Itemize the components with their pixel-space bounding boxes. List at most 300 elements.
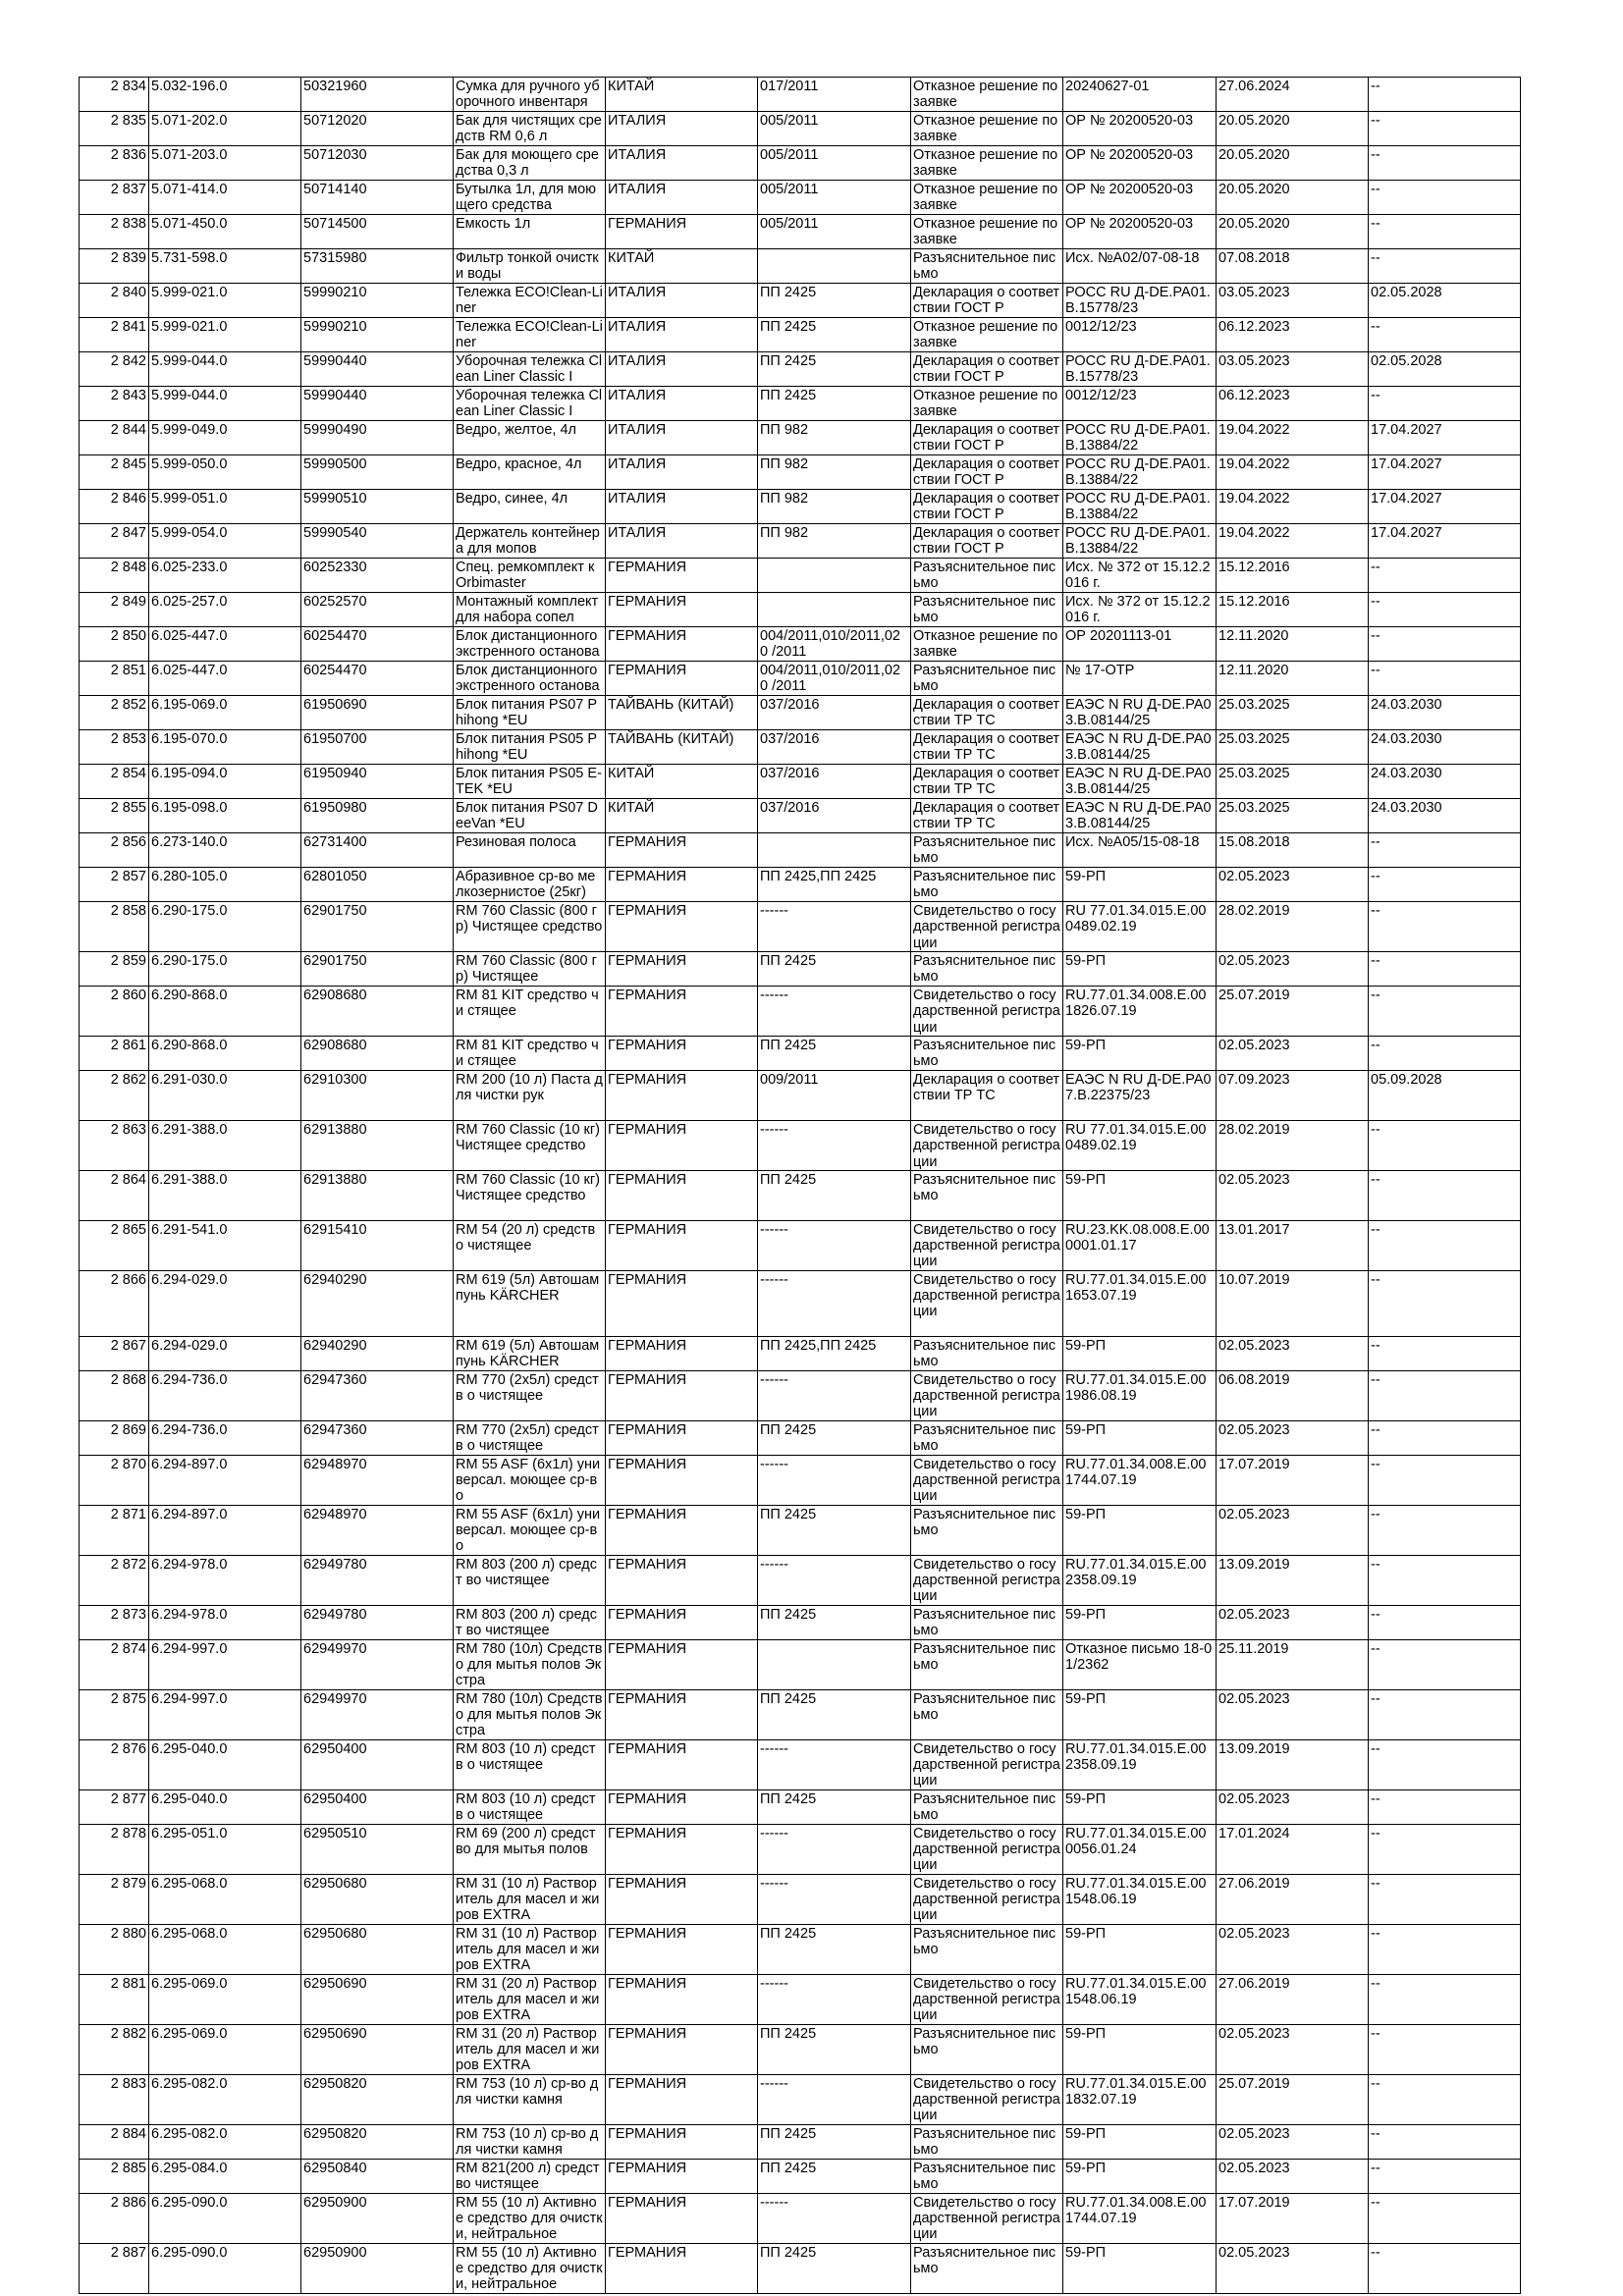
country-cell: ГЕРМАНИЯ xyxy=(606,1071,758,1121)
document-type-cell: Разъяснительное письмо xyxy=(911,249,1063,284)
regulation-cell: ------ xyxy=(758,1824,911,1874)
code-cell: 59990210 xyxy=(301,318,454,352)
issue-date-cell: 02.05.2023 xyxy=(1217,1037,1369,1071)
code-cell: 62950820 xyxy=(301,2074,454,2124)
regulation-cell: ------ xyxy=(758,2074,911,2124)
regulation-cell: 005/2011 xyxy=(758,112,911,146)
code-cell: 62908680 xyxy=(301,1037,454,1071)
code-cell: 62910300 xyxy=(301,1071,454,1121)
document-type-cell: Свидетельство о государственной регистрации xyxy=(911,1121,1063,1171)
row-number-cell: 2 834 xyxy=(80,78,149,112)
country-cell: ГЕРМАНИЯ xyxy=(606,987,758,1037)
code-cell: 62940290 xyxy=(301,1336,454,1370)
product-name-cell: RM 31 (20 л) Растворитель для масел и жиров EXTRA xyxy=(454,1974,606,2024)
document-number-cell: RU.77.01.34.015.E.001832.07.19 xyxy=(1063,2074,1217,2124)
document-type-cell: Декларация о соответствии ГОСТ Р xyxy=(911,490,1063,524)
article-cell: 6.290-175.0 xyxy=(149,952,301,987)
document-number-cell: 59-РП xyxy=(1063,1505,1217,1555)
article-cell: 6.294-997.0 xyxy=(149,1639,301,1689)
regulation-cell: ------ xyxy=(758,1874,911,1924)
valid-until-cell: -- xyxy=(1369,1739,1521,1789)
document-type-cell: Свидетельство о государственной регистрации xyxy=(911,2074,1063,2124)
valid-until-cell: 24.03.2030 xyxy=(1369,696,1521,730)
row-number-cell: 2 842 xyxy=(80,352,149,387)
country-cell: ИТАЛИЯ xyxy=(606,421,758,455)
product-name-cell: Фильтр тонкой очистки воды xyxy=(454,249,606,284)
issue-date-cell: 13.09.2019 xyxy=(1217,1739,1369,1789)
valid-until-cell: 02.05.2028 xyxy=(1369,352,1521,387)
product-name-cell: Емкость 1л xyxy=(454,215,606,249)
table-row xyxy=(80,1336,1521,1370)
table-row xyxy=(80,1220,1521,1270)
document-number-cell: RU.77.01.34.008.E.001744.07.19 xyxy=(1063,2193,1217,2243)
issue-date-cell: 02.05.2023 xyxy=(1217,1420,1369,1455)
code-cell: 62731400 xyxy=(301,833,454,868)
document-number-cell: Исх. №А05/15-08-18 xyxy=(1063,833,1217,868)
row-number-cell: 2 845 xyxy=(80,455,149,490)
valid-until-cell: -- xyxy=(1369,1924,1521,1974)
document-type-cell: Декларация о соответствии ГОСТ Р xyxy=(911,455,1063,490)
article-cell: 5.999-049.0 xyxy=(149,421,301,455)
regulation-cell: 005/2011 xyxy=(758,215,911,249)
issue-date-cell: 02.05.2023 xyxy=(1217,1924,1369,1974)
table-row xyxy=(80,2243,1521,2293)
article-cell: 6.291-030.0 xyxy=(149,1071,301,1121)
regulation-cell: ПП 2425 xyxy=(758,1605,911,1639)
article-cell: 6.294-978.0 xyxy=(149,1605,301,1639)
document-type-cell: Отказное решение по заявке xyxy=(911,78,1063,112)
regulation-cell: 005/2011 xyxy=(758,181,911,215)
document-number-cell: RU.23.KK.08.008.E.000001.01.17 xyxy=(1063,1220,1217,1270)
article-cell: 6.291-388.0 xyxy=(149,1121,301,1171)
valid-until-cell: -- xyxy=(1369,1824,1521,1874)
document-number-cell: RU.77.01.34.015.E.001986.08.19 xyxy=(1063,1370,1217,1420)
product-name-cell: Держатель контейнера для мопов xyxy=(454,524,606,559)
document-type-cell: Разъяснительное письмо xyxy=(911,559,1063,593)
article-cell: 6.294-897.0 xyxy=(149,1455,301,1505)
product-name-cell: Бак для моющего сре дства 0,3 л xyxy=(454,146,606,181)
country-cell: КИТАЙ xyxy=(606,799,758,833)
table-row xyxy=(80,2024,1521,2074)
article-cell: 6.295-082.0 xyxy=(149,2074,301,2124)
product-name-cell: RM 760 Classic (800 гр) Чистящее xyxy=(454,952,606,987)
country-cell: ГЕРМАНИЯ xyxy=(606,1689,758,1739)
product-name-cell: Уборочная тележка Clean Liner Classic I xyxy=(454,352,606,387)
product-name-cell: RM 31 (10 л) Растворитель для масел и жиров EXTRA xyxy=(454,1924,606,1974)
article-cell: 6.295-090.0 xyxy=(149,2193,301,2243)
document-type-cell: Декларация о соответствии ТР ТС xyxy=(911,799,1063,833)
issue-date-cell: 15.12.2016 xyxy=(1217,593,1369,627)
table-row xyxy=(80,215,1521,249)
row-number-cell: 2 858 xyxy=(80,902,149,952)
product-name-cell: RM 803 (200 л) средст во чистящее xyxy=(454,1555,606,1605)
regulation-cell: ПП 2425 xyxy=(758,387,911,421)
issue-date-cell: 27.06.2019 xyxy=(1217,1874,1369,1924)
row-number-cell: 2 873 xyxy=(80,1605,149,1639)
document-number-cell: ОР № 20200520-03 xyxy=(1063,181,1217,215)
document-type-cell: Отказное решение по заявке xyxy=(911,146,1063,181)
valid-until-cell: -- xyxy=(1369,627,1521,662)
code-cell: 62913880 xyxy=(301,1121,454,1171)
document-type-cell: Разъяснительное письмо xyxy=(911,1924,1063,1974)
article-cell: 5.999-044.0 xyxy=(149,387,301,421)
table-row xyxy=(80,1605,1521,1639)
code-cell: 62947360 xyxy=(301,1370,454,1420)
document-number-cell: 20240627-01 xyxy=(1063,78,1217,112)
valid-until-cell: -- xyxy=(1369,833,1521,868)
valid-until-cell: -- xyxy=(1369,1639,1521,1689)
issue-date-cell: 06.08.2019 xyxy=(1217,1370,1369,1420)
regulation-cell: ПП 2425 xyxy=(758,2159,911,2193)
row-number-cell: 2 872 xyxy=(80,1555,149,1605)
product-name-cell: Ведро, красное, 4л xyxy=(454,455,606,490)
product-name-cell: Сумка для ручного уборочного инвентаря xyxy=(454,78,606,112)
table-row xyxy=(80,387,1521,421)
table-row xyxy=(80,2193,1521,2243)
article-cell: 5.999-050.0 xyxy=(149,455,301,490)
row-number-cell: 2 840 xyxy=(80,284,149,318)
row-number-cell: 2 848 xyxy=(80,559,149,593)
document-type-cell: Отказное решение по заявке xyxy=(911,112,1063,146)
issue-date-cell: 20.05.2020 xyxy=(1217,181,1369,215)
issue-date-cell: 20.05.2020 xyxy=(1217,146,1369,181)
product-name-cell: Блок питания PS05 Phihong *EU xyxy=(454,730,606,765)
document-number-cell: RU.77.01.34.015.E.000056.01.24 xyxy=(1063,1824,1217,1874)
product-name-cell: RM 81 KIT средство чи стящее xyxy=(454,987,606,1037)
valid-until-cell: -- xyxy=(1369,1220,1521,1270)
issue-date-cell: 19.04.2022 xyxy=(1217,490,1369,524)
valid-until-cell: -- xyxy=(1369,181,1521,215)
valid-until-cell: -- xyxy=(1369,2159,1521,2193)
table-row xyxy=(80,1071,1521,1121)
table-row xyxy=(80,455,1521,490)
product-name-cell: RM 69 (200 л) средство для мытья полов xyxy=(454,1824,606,1874)
product-name-cell: Монтажный комплект для набора сопел xyxy=(454,593,606,627)
article-cell: 6.295-082.0 xyxy=(149,2124,301,2159)
article-cell: 6.290-175.0 xyxy=(149,902,301,952)
table-row xyxy=(80,490,1521,524)
document-number-cell: RU.77.01.34.015.E.002358.09.19 xyxy=(1063,1555,1217,1605)
row-number-cell: 2 854 xyxy=(80,765,149,799)
issue-date-cell: 19.04.2022 xyxy=(1217,421,1369,455)
issue-date-cell: 02.05.2023 xyxy=(1217,2024,1369,2074)
table-row xyxy=(80,1555,1521,1605)
regulation-cell: 004/2011,010/2011,020 /2011 xyxy=(758,627,911,662)
regulation-cell: ------ xyxy=(758,1455,911,1505)
document-type-cell: Разъяснительное письмо xyxy=(911,952,1063,987)
regulation-cell: ПП 982 xyxy=(758,455,911,490)
product-name-cell: Блок питания PS05 E-TEK *EU xyxy=(454,765,606,799)
row-number-cell: 2 836 xyxy=(80,146,149,181)
row-number-cell: 2 878 xyxy=(80,1824,149,1874)
document-type-cell: Свидетельство о государственной регистрации xyxy=(911,987,1063,1037)
row-number-cell: 2 837 xyxy=(80,181,149,215)
product-name-cell: RM 760 Classic (10 кг) Чистящее средство xyxy=(454,1121,606,1171)
row-number-cell: 2 885 xyxy=(80,2159,149,2193)
article-cell: 6.025-447.0 xyxy=(149,627,301,662)
regulation-cell: ------ xyxy=(758,1370,911,1420)
product-name-cell: RM 803 (200 л) средст во чистящее xyxy=(454,1605,606,1639)
issue-date-cell: 25.03.2025 xyxy=(1217,730,1369,765)
valid-until-cell: -- xyxy=(1369,987,1521,1037)
table-row xyxy=(80,559,1521,593)
issue-date-cell: 02.05.2023 xyxy=(1217,952,1369,987)
regulation-cell: ПП 2425 xyxy=(758,952,911,987)
table-row xyxy=(80,352,1521,387)
document-number-cell: 0012/12/23 xyxy=(1063,318,1217,352)
table-row xyxy=(80,1739,1521,1789)
product-name-cell: RM 760 Classic (800 гр) Чистящее средство xyxy=(454,902,606,952)
issue-date-cell: 06.12.2023 xyxy=(1217,318,1369,352)
article-cell: 6.295-069.0 xyxy=(149,1974,301,2024)
article-cell: 6.195-069.0 xyxy=(149,696,301,730)
row-number-cell: 2 846 xyxy=(80,490,149,524)
product-name-cell: RM 803 (10 л) средств о чистящее xyxy=(454,1739,606,1789)
row-number-cell: 2 881 xyxy=(80,1974,149,2024)
document-type-cell: Разъяснительное письмо xyxy=(911,1605,1063,1639)
table-row xyxy=(80,318,1521,352)
article-cell: 6.294-736.0 xyxy=(149,1420,301,1455)
country-cell: ТАЙВАНЬ (КИТАЙ) xyxy=(606,696,758,730)
valid-until-cell: -- xyxy=(1369,1874,1521,1924)
article-cell: 5.071-450.0 xyxy=(149,215,301,249)
row-number-cell: 2 870 xyxy=(80,1455,149,1505)
code-cell: 62950400 xyxy=(301,1739,454,1789)
code-cell: 60252330 xyxy=(301,559,454,593)
valid-until-cell: -- xyxy=(1369,1689,1521,1739)
article-cell: 6.294-897.0 xyxy=(149,1505,301,1555)
row-number-cell: 2 851 xyxy=(80,662,149,696)
valid-until-cell: 02.05.2028 xyxy=(1369,284,1521,318)
issue-date-cell: 12.11.2020 xyxy=(1217,627,1369,662)
document-type-cell: Отказное решение по заявке xyxy=(911,215,1063,249)
row-number-cell: 2 852 xyxy=(80,696,149,730)
document-number-cell: Исх. № 372 от 15.12.2016 г. xyxy=(1063,559,1217,593)
document-type-cell: Свидетельство о государственной регистрации xyxy=(911,1824,1063,1874)
regulation-cell: 037/2016 xyxy=(758,765,911,799)
issue-date-cell: 02.05.2023 xyxy=(1217,1336,1369,1370)
regulation-cell: ------ xyxy=(758,1739,911,1789)
issue-date-cell: 02.05.2023 xyxy=(1217,2159,1369,2193)
document-type-cell: Отказное решение по заявке xyxy=(911,627,1063,662)
country-cell: КИТАЙ xyxy=(606,765,758,799)
article-cell: 6.295-040.0 xyxy=(149,1739,301,1789)
article-cell: 6.295-068.0 xyxy=(149,1874,301,1924)
country-cell: ГЕРМАНИЯ xyxy=(606,1037,758,1071)
document-number-cell: 59-РП xyxy=(1063,2243,1217,2293)
regulation-cell: ПП 2425,ПП 2425 xyxy=(758,868,911,902)
issue-date-cell: 15.12.2016 xyxy=(1217,559,1369,593)
issue-date-cell: 17.07.2019 xyxy=(1217,1455,1369,1505)
country-cell: ГЕРМАНИЯ xyxy=(606,1336,758,1370)
product-name-cell: Абразивное ср-во мелкозернистое (25кг) xyxy=(454,868,606,902)
code-cell: 62940290 xyxy=(301,1270,454,1336)
article-cell: 5.999-044.0 xyxy=(149,352,301,387)
document-type-cell: Разъяснительное письмо xyxy=(911,833,1063,868)
code-cell: 59990500 xyxy=(301,455,454,490)
country-cell: ИТАЛИЯ xyxy=(606,146,758,181)
product-name-cell: Спец. ремкомплект к Orbimaster xyxy=(454,559,606,593)
document-type-cell: Отказное решение по заявке xyxy=(911,181,1063,215)
document-type-cell: Свидетельство о государственной регистрации xyxy=(911,1874,1063,1924)
table-row xyxy=(80,1639,1521,1689)
country-cell: ГЕРМАНИЯ xyxy=(606,1170,758,1220)
article-cell: 6.291-541.0 xyxy=(149,1220,301,1270)
valid-until-cell: -- xyxy=(1369,2124,1521,2159)
row-number-cell: 2 864 xyxy=(80,1170,149,1220)
regulation-cell: ПП 2425 xyxy=(758,318,911,352)
table-row xyxy=(80,421,1521,455)
table-row xyxy=(80,1121,1521,1171)
issue-date-cell: 02.05.2023 xyxy=(1217,1689,1369,1739)
country-cell: ГЕРМАНИЯ xyxy=(606,2243,758,2293)
document-number-cell: 59-РП xyxy=(1063,2124,1217,2159)
document-number-cell: 59-РП xyxy=(1063,1037,1217,1071)
row-number-cell: 2 869 xyxy=(80,1420,149,1455)
valid-until-cell: -- xyxy=(1369,1270,1521,1336)
issue-date-cell: 03.05.2023 xyxy=(1217,284,1369,318)
code-cell: 62950680 xyxy=(301,1874,454,1924)
code-cell: 59990440 xyxy=(301,387,454,421)
table-row xyxy=(80,1789,1521,1824)
valid-until-cell: -- xyxy=(1369,318,1521,352)
product-name-cell: RM 55 ASF (6х1л) уни версал. моющее ср-во xyxy=(454,1505,606,1555)
table-row xyxy=(80,902,1521,952)
document-number-cell: 59-РП xyxy=(1063,1789,1217,1824)
article-cell: 6.290-868.0 xyxy=(149,987,301,1037)
table-row xyxy=(80,1370,1521,1420)
product-name-cell: RM 55 ASF (6х1л) уни версал. моющее ср-во xyxy=(454,1455,606,1505)
row-number-cell: 2 874 xyxy=(80,1639,149,1689)
document-type-cell: Разъяснительное письмо xyxy=(911,2024,1063,2074)
table-row xyxy=(80,952,1521,987)
regulation-cell: ПП 982 xyxy=(758,490,911,524)
valid-until-cell: -- xyxy=(1369,662,1521,696)
product-name-cell: RM 780 (10л) Средство для мытья полов Экстра xyxy=(454,1639,606,1689)
document-type-cell: Разъяснительное письмо xyxy=(911,2124,1063,2159)
table-row xyxy=(80,593,1521,627)
valid-until-cell: -- xyxy=(1369,1974,1521,2024)
document-number-cell: 59-РП xyxy=(1063,1336,1217,1370)
country-cell: ГЕРМАНИЯ xyxy=(606,1270,758,1336)
code-cell: 59990210 xyxy=(301,284,454,318)
table-row xyxy=(80,868,1521,902)
article-cell: 6.195-098.0 xyxy=(149,799,301,833)
document-number-cell: RU.77.01.34.015.E.001548.06.19 xyxy=(1063,1974,1217,2024)
code-cell: 60252570 xyxy=(301,593,454,627)
regulation-cell xyxy=(758,249,911,284)
issue-date-cell: 25.03.2025 xyxy=(1217,696,1369,730)
table-row xyxy=(80,730,1521,765)
code-cell: 50714500 xyxy=(301,215,454,249)
valid-until-cell: 17.04.2027 xyxy=(1369,421,1521,455)
article-cell: 6.294-978.0 xyxy=(149,1555,301,1605)
issue-date-cell: 20.05.2020 xyxy=(1217,112,1369,146)
row-number-cell: 2 859 xyxy=(80,952,149,987)
product-name-cell: RM 31 (20 л) Растворитель для масел и жиров EXTRA xyxy=(454,2024,606,2074)
issue-date-cell: 17.01.2024 xyxy=(1217,1824,1369,1874)
regulation-cell: ------ xyxy=(758,987,911,1037)
code-cell: 62950680 xyxy=(301,1924,454,1974)
product-name-cell: RM 619 (5л) Автошампунь KÄRCHER xyxy=(454,1336,606,1370)
document-number-cell: 59-РП xyxy=(1063,2159,1217,2193)
product-name-cell: Резиновая полоса xyxy=(454,833,606,868)
table-row xyxy=(80,1824,1521,1874)
row-number-cell: 2 857 xyxy=(80,868,149,902)
regulation-cell: 009/2011 xyxy=(758,1071,911,1121)
country-cell: ГЕРМАНИЯ xyxy=(606,1874,758,1924)
article-cell: 5.071-202.0 xyxy=(149,112,301,146)
document-number-cell: ЕАЭС N RU Д-DE.PA07.B.22375/23 xyxy=(1063,1071,1217,1121)
document-number-cell: 59-РП xyxy=(1063,952,1217,987)
row-number-cell: 2 849 xyxy=(80,593,149,627)
country-cell: ГЕРМАНИЯ xyxy=(606,1455,758,1505)
code-cell: 62913880 xyxy=(301,1170,454,1220)
row-number-cell: 2 867 xyxy=(80,1336,149,1370)
country-cell: ГЕРМАНИЯ xyxy=(606,2159,758,2193)
country-cell: ИТАЛИЯ xyxy=(606,318,758,352)
issue-date-cell: 06.12.2023 xyxy=(1217,387,1369,421)
valid-until-cell: -- xyxy=(1369,902,1521,952)
code-cell: 59990510 xyxy=(301,490,454,524)
row-number-cell: 2 861 xyxy=(80,1037,149,1071)
article-cell: 6.291-388.0 xyxy=(149,1170,301,1220)
product-name-cell: Тележка ECO!Clean-Liner xyxy=(454,318,606,352)
document-number-cell: Отказное письмо 18-01/2362 xyxy=(1063,1639,1217,1689)
row-number-cell: 2 843 xyxy=(80,387,149,421)
document-number-cell: RU.77.01.34.015.E.001548.06.19 xyxy=(1063,1874,1217,1924)
country-cell: ГЕРМАНИЯ xyxy=(606,868,758,902)
code-cell: 62950840 xyxy=(301,2159,454,2193)
document-type-cell: Разъяснительное письмо xyxy=(911,1505,1063,1555)
table-row xyxy=(80,662,1521,696)
valid-until-cell: -- xyxy=(1369,1455,1521,1505)
article-cell: 6.295-051.0 xyxy=(149,1824,301,1874)
code-cell: 57315980 xyxy=(301,249,454,284)
document-type-cell: Разъяснительное письмо xyxy=(911,593,1063,627)
row-number-cell: 2 871 xyxy=(80,1505,149,1555)
country-cell: ГЕРМАНИЯ xyxy=(606,627,758,662)
row-number-cell: 2 875 xyxy=(80,1689,149,1739)
code-cell: 61950940 xyxy=(301,765,454,799)
row-number-cell: 2 855 xyxy=(80,799,149,833)
article-cell: 6.294-736.0 xyxy=(149,1370,301,1420)
document-type-cell: Отказное решение по заявке xyxy=(911,318,1063,352)
table-row xyxy=(80,284,1521,318)
table-row xyxy=(80,1037,1521,1071)
document-number-cell: ОР № 20200520-03 xyxy=(1063,215,1217,249)
country-cell: ГЕРМАНИЯ xyxy=(606,559,758,593)
table-row xyxy=(80,987,1521,1037)
regulation-cell: ------ xyxy=(758,1974,911,2024)
country-cell: ИТАЛИЯ xyxy=(606,387,758,421)
regulation-cell: 005/2011 xyxy=(758,146,911,181)
article-cell: 6.195-070.0 xyxy=(149,730,301,765)
issue-date-cell: 07.08.2018 xyxy=(1217,249,1369,284)
issue-date-cell: 28.02.2019 xyxy=(1217,1121,1369,1171)
document-number-cell: ЕАЭС N RU Д-DE.PA03.B.08144/25 xyxy=(1063,765,1217,799)
table-row xyxy=(80,1170,1521,1220)
valid-until-cell: -- xyxy=(1369,1037,1521,1071)
valid-until-cell: -- xyxy=(1369,1370,1521,1420)
article-cell: 5.032-196.0 xyxy=(149,78,301,112)
code-cell: 59990440 xyxy=(301,352,454,387)
product-name-cell: Бутылка 1л, для мою щего средства xyxy=(454,181,606,215)
code-cell: 62948970 xyxy=(301,1505,454,1555)
valid-until-cell: -- xyxy=(1369,593,1521,627)
table-row xyxy=(80,627,1521,662)
document-type-cell: Разъяснительное письмо xyxy=(911,868,1063,902)
